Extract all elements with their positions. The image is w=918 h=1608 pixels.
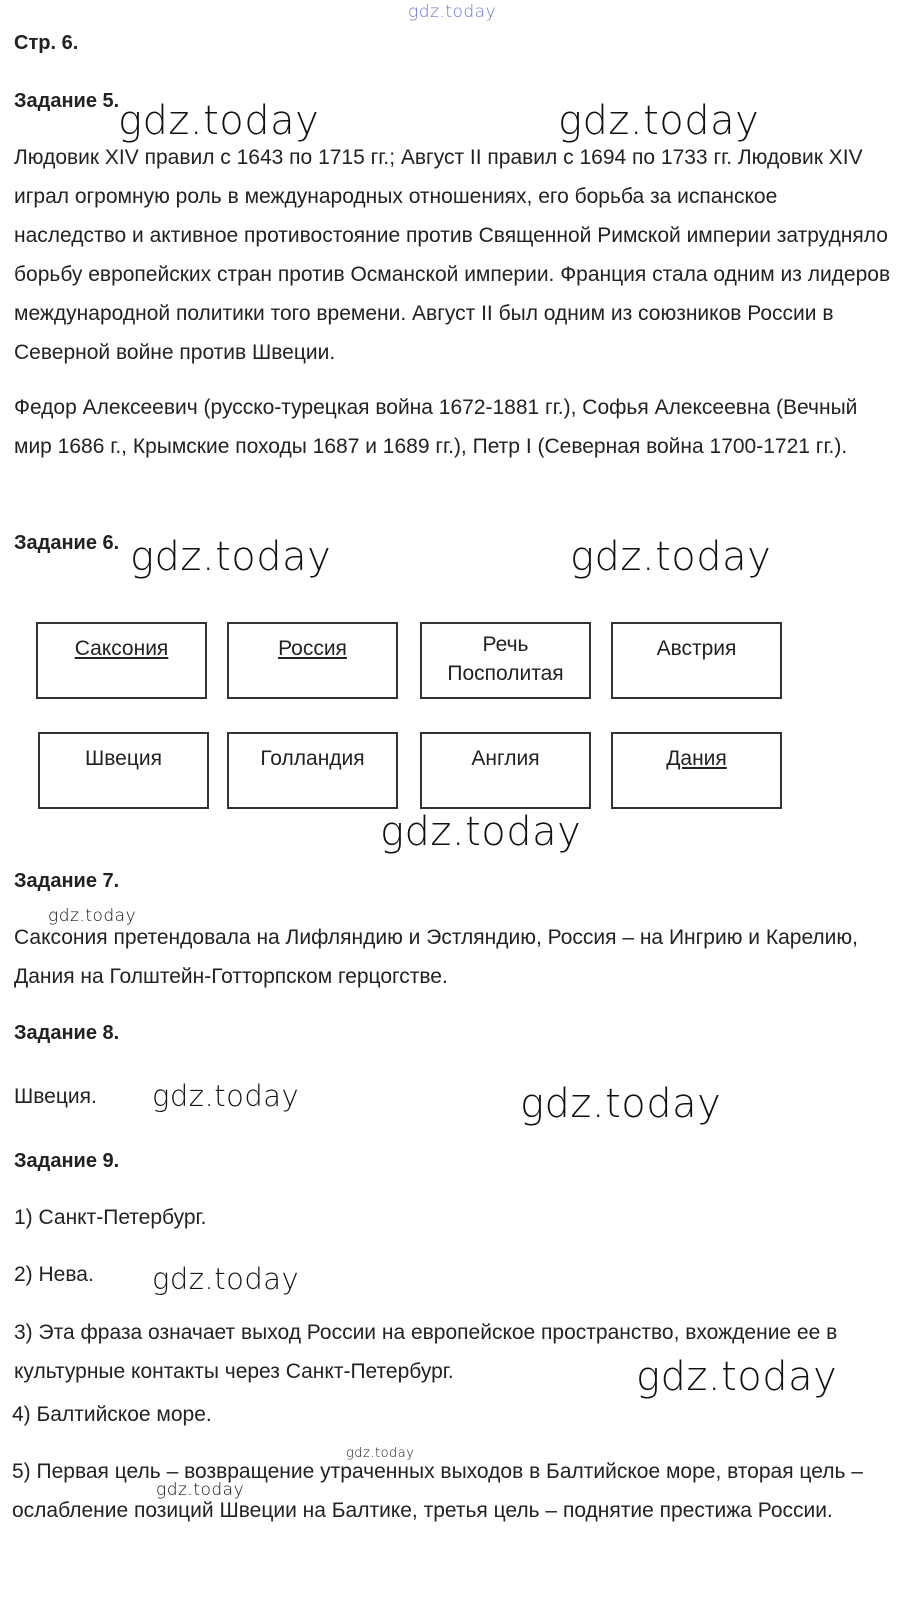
- watermark: gdz.today: [152, 1079, 300, 1113]
- country-label-england: Англия: [471, 747, 540, 770]
- country-box-holland: [227, 732, 398, 809]
- country-label-rzeczpospolita-line1: Речь: [482, 633, 529, 656]
- watermark: gdz.today: [118, 98, 320, 144]
- task6-heading: Задание 6.: [14, 532, 120, 554]
- watermark: gdz.today: [570, 534, 772, 580]
- watermark: gdz.today: [380, 809, 582, 855]
- task9-item-5: 5) Первая цель – возвращение утраченных выходов в Балтийское море, вторая цель – ослабление позиций Швеции на Балтике, третья цель – поднятие престижа России.: [12, 1460, 863, 1522]
- top-watermark: gdz.today: [408, 2, 497, 22]
- country-box-russia: [227, 622, 398, 699]
- watermark: gdz.today: [48, 906, 137, 926]
- task8-heading: Задание 8.: [14, 1022, 120, 1044]
- task9-heading: Задание 9.: [14, 1150, 120, 1172]
- country-box-saxony: [36, 622, 207, 699]
- watermark: gdz.today: [152, 1262, 300, 1296]
- country-box-england: [420, 732, 591, 809]
- task9-item-1: 1) Санкт-Петербург.: [14, 1206, 207, 1229]
- watermark: gdz.today: [346, 1446, 415, 1461]
- country-box-denmark: [611, 732, 782, 809]
- task7-heading: Задание 7.: [14, 870, 120, 892]
- country-label-holland: Голландия: [260, 747, 365, 770]
- country-box-austria: [611, 622, 782, 699]
- task9-item-3: 3) Эта фраза означает выход России на европейское пространство, вхождение ее в культурные контакты через Санкт-Петербург.: [14, 1321, 838, 1383]
- country-label-austria: Австрия: [656, 637, 737, 660]
- country-label-rzeczpospolita: [447, 630, 563, 688]
- page-label: Стр. 6.: [14, 32, 79, 54]
- country-box-rzeczpospolita: [420, 622, 591, 699]
- country-label-russia: Россия: [278, 637, 347, 660]
- watermark: gdz.today: [636, 1354, 838, 1400]
- task7-text: Саксония претендовала на Лифляндию и Эстляндию, Россия – на Ингрию и Карелию, Дания на Голштейн-Готторпском герцогстве.: [14, 926, 858, 988]
- task9-item-2: 2) Нева.: [14, 1263, 94, 1286]
- task5-paragraph-2: Федор Алексеевич (русско-турецкая война 1672-1881 гг.), Софья Алексеевна (Вечный мир 1686 г., Крымские походы 1687 и 1689 гг.), Петр I (Северная война 1700-1721 гг.).: [14, 396, 858, 458]
- task5-paragraph-1: Людовик XIV правил с 1643 по 1715 гг.; Август II правил с 1694 по 1733 гг. Людовик XIV играл огромную роль в международных отношениях, его борьба за испанское наследство и активное противостояние против Священной Римской империи затрудняло борьбу европейских стран против Османской империи. Франция стала одним из лидеров международной политики того времени. Август II был одним из союзников России в Северной войне против Швеции.: [14, 146, 891, 364]
- task5-heading: Задание 5.: [14, 90, 120, 112]
- country-box-sweden: [38, 732, 209, 809]
- watermark: gdz.today: [156, 1480, 245, 1500]
- country-label-saxony: Саксония: [74, 637, 169, 660]
- task9-item-4: 4) Балтийское море.: [12, 1403, 212, 1426]
- country-label-rzeczpospolita-line2: Посполитая: [447, 662, 564, 685]
- watermark: gdz.today: [520, 1081, 722, 1127]
- watermark: gdz.today: [558, 98, 760, 144]
- country-label-sweden: Швеция: [85, 747, 162, 770]
- country-label-denmark: Дания: [666, 747, 727, 770]
- watermark: gdz.today: [130, 534, 332, 580]
- task8-answer: Швеция.: [14, 1085, 97, 1108]
